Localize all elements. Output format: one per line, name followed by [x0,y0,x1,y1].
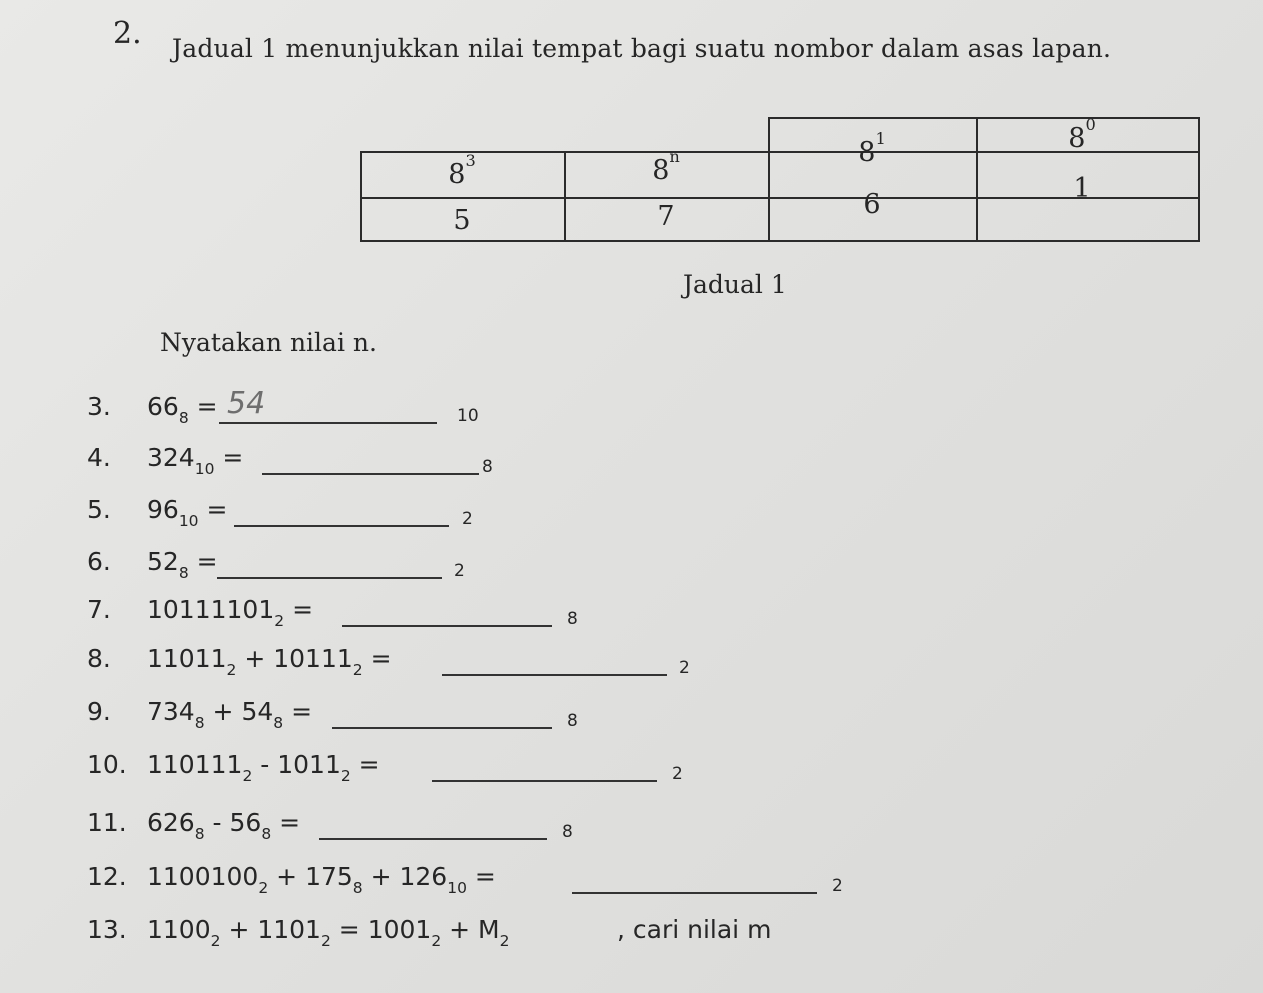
number-base: 10 [194,460,215,478]
question-row [87,495,987,535]
question-row [87,595,987,635]
math-expression [147,547,218,582]
number-value: 126 [399,862,448,891]
question-number: 8. [87,644,111,673]
operator: + [204,697,242,726]
question-tail: , cari nilai m [617,915,772,944]
table-line [564,151,566,242]
target-base: 2 [832,876,843,896]
math-expression [147,750,380,785]
math-expression [147,862,496,897]
question-prompt: Nyatakan nilai n. [160,328,377,357]
answer-blank[interactable] [432,780,657,782]
number-value: 10111101 [147,595,275,624]
equals-sign: = [188,392,218,421]
question-number: 12. [87,862,127,891]
target-base: 2 [462,509,473,529]
math-expression [147,697,313,732]
target-base: 8 [567,609,578,629]
equals-sign: = [466,862,496,891]
digit-cell: 1 [1073,173,1091,204]
answer-blank[interactable] [319,838,547,840]
number-value: 66 [147,392,179,421]
number-base: 10 [178,512,199,530]
operator: + [236,644,274,673]
header-cell: 8$^n$ [652,147,680,186]
target-base: 2 [672,764,683,784]
number-value: 1001 [367,915,432,944]
question-row [87,386,987,432]
number-value: 10111 [273,644,353,673]
answer-blank[interactable] [234,525,449,527]
math-expression [147,644,392,679]
header-cell: $8^3$ [448,151,476,190]
equals-sign: = [198,495,228,524]
equals-sign: = [214,443,244,472]
math-expression [147,595,314,630]
table-line [768,117,770,242]
question-row [87,547,987,587]
answer-blank[interactable] [442,674,667,676]
target-base: 8 [482,457,493,477]
number-base: 2 [431,932,442,950]
math-expression [147,915,510,950]
number-value: 96 [147,495,179,524]
equals-sign: = [350,750,380,779]
question-number: 10. [87,750,127,779]
number-value: 1100 [147,915,211,944]
number-base: 2 [340,767,351,785]
question-number: 6. [87,547,111,576]
equals-sign: = [284,595,314,624]
operator: + [268,862,306,891]
header-cell: $8^1$ [858,129,886,168]
table-line [360,240,1200,242]
question-row [87,915,987,955]
math-expression [147,443,244,478]
question-row [87,808,987,848]
number-base: 8 [352,879,363,897]
number-value: 1100100 [147,862,259,891]
number-base: 8 [194,714,205,732]
operator: + [220,915,258,944]
operator: - [204,808,230,837]
number-base: 8 [178,409,189,427]
question-row [87,697,987,737]
question-number: 3. [87,392,111,421]
question-row [87,443,987,483]
table-line [360,151,362,242]
digit-cell: 6 [863,189,881,220]
question-row [87,644,987,684]
table-line [768,117,1200,119]
operator: = [330,915,368,944]
number-value: 56 [229,808,262,837]
number-base: 10 [447,879,467,897]
answer-blank[interactable] [332,727,552,729]
intro-text: Jadual 1 menunjukkan nilai tempat bagi suatu nombor dalam asas lapan. [172,34,1112,63]
equals-sign: = [271,808,301,837]
handwritten-answer: 54 [227,386,266,421]
number-base: 2 [210,932,221,950]
header-cell: $8^0$ [1068,115,1096,154]
number-value: 175 [305,862,353,891]
number-value: 1101 [257,915,321,944]
operator: + [441,915,479,944]
question-number: 4. [87,443,111,472]
number-value: 52 [147,547,179,576]
operator: - [252,750,278,779]
number-value: 734 [147,697,195,726]
operator: + [362,862,400,891]
number-base: 2 [274,612,285,630]
answer-blank[interactable] [219,422,437,424]
question-row [87,862,987,902]
equals-sign: = [283,697,313,726]
question-number: 9. [87,697,111,726]
question-number: 13. [87,915,127,944]
target-base: 10 [457,406,479,426]
table-line [976,117,978,242]
number-value: 1011 [277,750,341,779]
number-value: 11011 [147,644,227,673]
number-base: 2 [258,879,269,897]
table-caption: Jadual 1 [683,270,787,299]
number-value: 626 [147,808,195,837]
target-base: 8 [567,711,578,731]
answer-blank[interactable] [262,473,479,475]
question-number: 7. [87,595,111,624]
table-line [1198,117,1200,242]
question-number: 11. [87,808,127,837]
number-value: 324 [147,443,195,472]
digit-cell: 5 [453,205,471,236]
number-base: 8 [261,825,272,843]
target-base: 8 [562,822,573,842]
question-number: 2. [113,16,142,51]
number-base: 2 [242,767,253,785]
question-number: 5. [87,495,111,524]
question-row [87,750,987,790]
number-base: 8 [273,714,284,732]
number-base: 8 [178,564,189,582]
number-base: 2 [226,661,237,679]
equals-sign: = [188,547,218,576]
math-expression [147,392,218,427]
answer-blank[interactable] [217,577,442,579]
number-value: 54 [241,697,274,726]
number-base: 2 [499,932,510,950]
answer-blank[interactable] [342,625,552,627]
digit-cell: 7 [657,201,675,232]
number-base: 8 [194,825,205,843]
number-base: 2 [320,932,331,950]
target-base: 2 [679,658,690,678]
equals-sign: = [362,644,392,673]
number-base: 2 [352,661,363,679]
number-value: 110111 [147,750,243,779]
number-value: M [478,915,500,944]
target-base: 2 [454,561,465,581]
math-expression [147,808,301,843]
math-expression [147,495,228,530]
answer-blank[interactable] [572,892,817,894]
place-value-table [360,117,1200,242]
